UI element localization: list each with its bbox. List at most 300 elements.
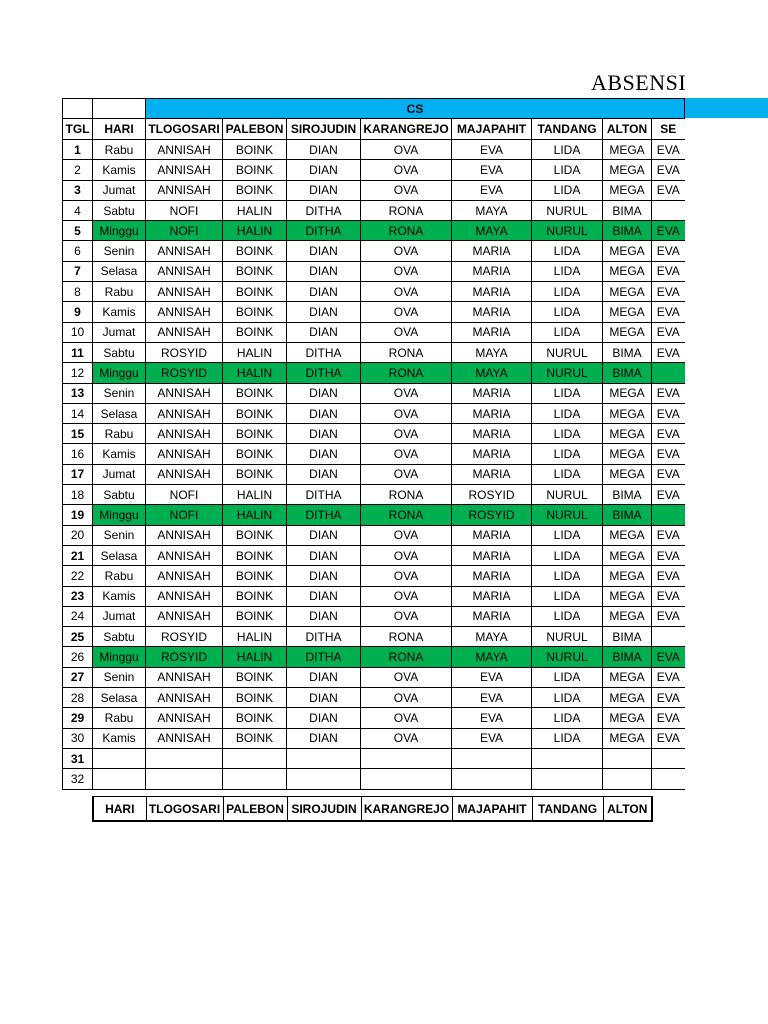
staff-cell[interactable]: RONA <box>361 221 452 241</box>
staff-cell[interactable]: BOINK <box>223 160 287 180</box>
staff-cell[interactable]: DIAN <box>287 464 361 484</box>
column-header[interactable]: TANDANG <box>532 119 603 140</box>
date-cell[interactable]: 10 <box>63 322 93 342</box>
staff-cell[interactable]: ROSYID <box>146 342 223 362</box>
staff-cell[interactable]: MEGA <box>603 160 652 180</box>
staff-cell[interactable]: EVA <box>652 160 685 180</box>
staff-cell[interactable]: BOINK <box>223 545 287 565</box>
staff-cell[interactable]: DIAN <box>287 708 361 728</box>
day-cell[interactable]: Sabtu <box>93 485 146 505</box>
staff-cell[interactable]: BOINK <box>223 708 287 728</box>
staff-cell[interactable]: NOFI <box>146 485 223 505</box>
staff-cell[interactable]: LIDA <box>532 688 603 708</box>
staff-cell[interactable]: EVA <box>652 444 685 464</box>
staff-cell[interactable]: ANNISAH <box>146 160 223 180</box>
staff-cell[interactable]: NOFI <box>146 221 223 241</box>
staff-cell[interactable]: NURUL <box>532 485 603 505</box>
staff-cell[interactable]: MEGA <box>603 140 652 160</box>
staff-cell[interactable]: MARIA <box>452 322 532 342</box>
staff-cell[interactable]: BOINK <box>223 383 287 403</box>
staff-cell[interactable]: DIAN <box>287 140 361 160</box>
day-cell[interactable]: Minggu <box>93 221 146 241</box>
staff-cell[interactable]: BOINK <box>223 322 287 342</box>
staff-cell[interactable] <box>532 769 603 789</box>
footer-column-header[interactable]: PALEBON <box>223 797 287 822</box>
staff-cell[interactable]: EVA <box>652 688 685 708</box>
staff-cell[interactable] <box>452 769 532 789</box>
staff-cell[interactable]: MAYA <box>452 200 532 220</box>
staff-cell[interactable]: MEGA <box>603 464 652 484</box>
staff-cell[interactable]: ANNISAH <box>146 261 223 281</box>
staff-cell[interactable]: OVA <box>361 282 452 302</box>
staff-cell[interactable]: BOINK <box>223 261 287 281</box>
staff-cell[interactable]: EVA <box>652 667 685 687</box>
staff-cell[interactable]: DIAN <box>287 688 361 708</box>
staff-cell[interactable]: LIDA <box>532 140 603 160</box>
staff-cell[interactable]: MAYA <box>452 627 532 647</box>
staff-cell[interactable]: MEGA <box>603 322 652 342</box>
day-cell[interactable]: Minggu <box>93 647 146 667</box>
staff-cell[interactable]: RONA <box>361 627 452 647</box>
staff-cell[interactable]: OVA <box>361 302 452 322</box>
date-cell[interactable]: 28 <box>63 688 93 708</box>
day-cell[interactable]: Selasa <box>93 261 146 281</box>
staff-cell[interactable]: NURUL <box>532 627 603 647</box>
staff-cell[interactable]: OVA <box>361 241 452 261</box>
date-cell[interactable]: 14 <box>63 403 93 423</box>
staff-cell[interactable]: ANNISAH <box>146 728 223 748</box>
staff-cell[interactable]: OVA <box>361 160 452 180</box>
staff-cell[interactable]: EVA <box>652 302 685 322</box>
column-header[interactable]: TGL <box>63 119 93 140</box>
staff-cell[interactable]: LIDA <box>532 424 603 444</box>
staff-cell[interactable]: EVA <box>652 566 685 586</box>
staff-cell[interactable]: OVA <box>361 322 452 342</box>
staff-cell[interactable]: EVA <box>452 667 532 687</box>
staff-cell[interactable]: LIDA <box>532 282 603 302</box>
staff-cell[interactable]: DIAN <box>287 322 361 342</box>
staff-cell[interactable]: OVA <box>361 688 452 708</box>
staff-cell[interactable]: MARIA <box>452 586 532 606</box>
date-cell[interactable]: 8 <box>63 282 93 302</box>
staff-cell[interactable]: EVA <box>652 464 685 484</box>
staff-cell[interactable]: BOINK <box>223 302 287 322</box>
staff-cell[interactable]: OVA <box>361 140 452 160</box>
staff-cell[interactable]: DITHA <box>287 363 361 383</box>
date-cell[interactable]: 3 <box>63 180 93 200</box>
staff-cell[interactable] <box>287 769 361 789</box>
footer-column-header[interactable]: MAJAPAHIT <box>452 797 532 822</box>
staff-cell[interactable]: ANNISAH <box>146 424 223 444</box>
staff-cell[interactable]: DIAN <box>287 606 361 626</box>
staff-cell[interactable]: EVA <box>652 525 685 545</box>
staff-cell[interactable]: DIAN <box>287 667 361 687</box>
day-cell[interactable]: Rabu <box>93 140 146 160</box>
staff-cell[interactable]: MARIA <box>452 464 532 484</box>
staff-cell[interactable]: MAYA <box>452 647 532 667</box>
staff-cell[interactable]: HALIN <box>223 221 287 241</box>
staff-cell[interactable]: DIAN <box>287 302 361 322</box>
staff-cell[interactable]: DIAN <box>287 444 361 464</box>
staff-cell[interactable]: MARIA <box>452 241 532 261</box>
date-cell[interactable]: 21 <box>63 545 93 565</box>
staff-cell[interactable]: HALIN <box>223 647 287 667</box>
staff-cell[interactable]: LIDA <box>532 464 603 484</box>
staff-cell[interactable]: DITHA <box>287 627 361 647</box>
column-header[interactable]: PALEBON <box>223 119 287 140</box>
staff-cell[interactable]: BOINK <box>223 586 287 606</box>
staff-cell[interactable] <box>532 748 603 768</box>
staff-cell[interactable]: MAYA <box>452 342 532 362</box>
staff-cell[interactable]: DIAN <box>287 282 361 302</box>
staff-cell[interactable]: MARIA <box>452 383 532 403</box>
staff-cell[interactable]: RONA <box>361 363 452 383</box>
day-cell[interactable]: Kamis <box>93 160 146 180</box>
staff-cell[interactable]: LIDA <box>532 667 603 687</box>
staff-cell[interactable]: LIDA <box>532 302 603 322</box>
staff-cell[interactable]: EVA <box>652 728 685 748</box>
footer-column-header[interactable]: KARANGREJO <box>361 797 452 822</box>
column-header[interactable]: MAJAPAHIT <box>452 119 532 140</box>
staff-cell[interactable] <box>452 748 532 768</box>
staff-cell[interactable]: EVA <box>652 545 685 565</box>
day-cell[interactable]: Minggu <box>93 363 146 383</box>
staff-cell[interactable]: BOINK <box>223 140 287 160</box>
staff-cell[interactable]: EVA <box>452 140 532 160</box>
staff-cell[interactable] <box>652 769 685 789</box>
staff-cell[interactable]: MEGA <box>603 282 652 302</box>
day-cell[interactable]: Kamis <box>93 728 146 748</box>
staff-cell[interactable]: LIDA <box>532 606 603 626</box>
staff-cell[interactable]: MARIA <box>452 302 532 322</box>
staff-cell[interactable]: RONA <box>361 647 452 667</box>
staff-cell[interactable] <box>652 505 685 525</box>
staff-cell[interactable]: ANNISAH <box>146 180 223 200</box>
staff-cell[interactable]: ROSYID <box>452 505 532 525</box>
staff-cell[interactable]: BIMA <box>603 342 652 362</box>
staff-cell[interactable]: DIAN <box>287 261 361 281</box>
staff-cell[interactable]: MEGA <box>603 444 652 464</box>
staff-cell[interactable]: DIAN <box>287 241 361 261</box>
date-cell[interactable]: 19 <box>63 505 93 525</box>
staff-cell[interactable]: NURUL <box>532 221 603 241</box>
staff-cell[interactable]: ANNISAH <box>146 586 223 606</box>
staff-cell[interactable]: EVA <box>652 322 685 342</box>
day-cell[interactable]: Jumat <box>93 322 146 342</box>
staff-cell[interactable]: BIMA <box>603 363 652 383</box>
staff-cell[interactable]: BIMA <box>603 627 652 647</box>
staff-cell[interactable]: BOINK <box>223 444 287 464</box>
staff-cell[interactable]: BIMA <box>603 221 652 241</box>
staff-cell[interactable]: MEGA <box>603 667 652 687</box>
staff-cell[interactable]: MEGA <box>603 708 652 728</box>
header-blank-cell[interactable] <box>63 99 93 119</box>
staff-cell[interactable]: BOINK <box>223 667 287 687</box>
staff-cell[interactable]: EVA <box>452 728 532 748</box>
day-cell[interactable]: Rabu <box>93 424 146 444</box>
staff-cell[interactable]: MARIA <box>452 444 532 464</box>
day-cell[interactable]: Senin <box>93 667 146 687</box>
staff-cell[interactable]: LIDA <box>532 525 603 545</box>
staff-cell[interactable]: EVA <box>652 261 685 281</box>
column-header[interactable]: ALTON <box>603 119 652 140</box>
staff-cell[interactable]: DIAN <box>287 586 361 606</box>
staff-cell[interactable]: OVA <box>361 545 452 565</box>
staff-cell[interactable]: DIAN <box>287 160 361 180</box>
day-cell[interactable]: Kamis <box>93 586 146 606</box>
staff-cell[interactable]: ANNISAH <box>146 140 223 160</box>
staff-cell[interactable]: OVA <box>361 586 452 606</box>
staff-cell[interactable]: MEGA <box>603 688 652 708</box>
staff-cell[interactable]: EVA <box>652 180 685 200</box>
footer-column-header[interactable]: SIROJUDIN <box>287 797 361 822</box>
staff-cell[interactable]: MEGA <box>603 566 652 586</box>
day-cell[interactable]: Selasa <box>93 545 146 565</box>
day-cell[interactable]: Jumat <box>93 180 146 200</box>
staff-cell[interactable]: EVA <box>452 180 532 200</box>
staff-cell[interactable]: RONA <box>361 200 452 220</box>
staff-cell[interactable]: MARIA <box>452 403 532 423</box>
staff-cell[interactable]: LIDA <box>532 708 603 728</box>
staff-cell[interactable]: MAYA <box>452 221 532 241</box>
staff-cell[interactable]: RONA <box>361 342 452 362</box>
staff-cell[interactable]: ANNISAH <box>146 525 223 545</box>
day-cell[interactable] <box>93 769 146 789</box>
date-cell[interactable]: 6 <box>63 241 93 261</box>
staff-cell[interactable]: HALIN <box>223 363 287 383</box>
staff-cell[interactable]: BIMA <box>603 200 652 220</box>
staff-cell[interactable]: OVA <box>361 261 452 281</box>
date-cell[interactable]: 22 <box>63 566 93 586</box>
staff-cell[interactable]: EVA <box>652 708 685 728</box>
staff-cell[interactable]: MARIA <box>452 282 532 302</box>
staff-cell[interactable]: EVA <box>452 688 532 708</box>
staff-cell[interactable]: LIDA <box>532 180 603 200</box>
staff-cell[interactable]: HALIN <box>223 485 287 505</box>
staff-cell[interactable]: ANNISAH <box>146 667 223 687</box>
staff-cell[interactable]: EVA <box>652 606 685 626</box>
staff-cell[interactable]: MEGA <box>603 424 652 444</box>
footer-column-header[interactable]: ALTON <box>603 797 652 822</box>
staff-cell[interactable]: NURUL <box>532 200 603 220</box>
staff-cell[interactable]: ANNISAH <box>146 606 223 626</box>
staff-cell[interactable]: MEGA <box>603 261 652 281</box>
day-cell[interactable]: Sabtu <box>93 627 146 647</box>
day-cell[interactable]: Sabtu <box>93 200 146 220</box>
date-cell[interactable]: 32 <box>63 769 93 789</box>
day-cell[interactable]: Selasa <box>93 688 146 708</box>
staff-cell[interactable]: MEGA <box>603 180 652 200</box>
date-cell[interactable]: 26 <box>63 647 93 667</box>
staff-cell[interactable]: DIAN <box>287 728 361 748</box>
date-cell[interactable]: 1 <box>63 140 93 160</box>
date-cell[interactable]: 30 <box>63 728 93 748</box>
date-cell[interactable]: 11 <box>63 342 93 362</box>
staff-cell[interactable]: OVA <box>361 667 452 687</box>
staff-cell[interactable] <box>361 769 452 789</box>
staff-cell[interactable]: RONA <box>361 505 452 525</box>
staff-cell[interactable]: NURUL <box>532 363 603 383</box>
staff-cell[interactable]: DITHA <box>287 647 361 667</box>
staff-cell[interactable]: ANNISAH <box>146 302 223 322</box>
column-header[interactable]: HARI <box>93 119 146 140</box>
header-blank-cell[interactable] <box>93 99 146 119</box>
staff-cell[interactable]: DITHA <box>287 200 361 220</box>
day-cell[interactable]: Rabu <box>93 566 146 586</box>
staff-cell[interactable]: EVA <box>652 485 685 505</box>
staff-cell[interactable]: BIMA <box>603 505 652 525</box>
staff-cell[interactable]: MARIA <box>452 606 532 626</box>
staff-cell[interactable]: ANNISAH <box>146 444 223 464</box>
staff-cell[interactable]: ANNISAH <box>146 403 223 423</box>
date-cell[interactable]: 18 <box>63 485 93 505</box>
date-cell[interactable]: 9 <box>63 302 93 322</box>
staff-cell[interactable]: MEGA <box>603 525 652 545</box>
date-cell[interactable]: 12 <box>63 363 93 383</box>
staff-cell[interactable]: EVA <box>652 282 685 302</box>
staff-cell[interactable]: EVA <box>652 342 685 362</box>
staff-cell[interactable]: EVA <box>652 403 685 423</box>
staff-cell[interactable]: NURUL <box>532 647 603 667</box>
staff-cell[interactable]: ROSYID <box>452 485 532 505</box>
staff-cell[interactable]: MARIA <box>452 545 532 565</box>
staff-cell[interactable]: BOINK <box>223 566 287 586</box>
staff-cell[interactable]: DIAN <box>287 383 361 403</box>
date-cell[interactable]: 23 <box>63 586 93 606</box>
date-cell[interactable]: 29 <box>63 708 93 728</box>
staff-cell[interactable]: OVA <box>361 424 452 444</box>
staff-cell[interactable]: EVA <box>452 708 532 728</box>
staff-cell[interactable]: DITHA <box>287 505 361 525</box>
column-header[interactable]: KARANGREJO <box>361 119 452 140</box>
staff-cell[interactable]: LIDA <box>532 586 603 606</box>
staff-cell[interactable]: MEGA <box>603 545 652 565</box>
day-cell[interactable]: Jumat <box>93 606 146 626</box>
staff-cell[interactable] <box>652 627 685 647</box>
staff-cell[interactable] <box>223 748 287 768</box>
staff-cell[interactable]: EVA <box>652 241 685 261</box>
staff-cell[interactable] <box>603 769 652 789</box>
staff-cell[interactable]: OVA <box>361 708 452 728</box>
staff-cell[interactable]: BOINK <box>223 688 287 708</box>
column-header[interactable]: SIROJUDIN <box>287 119 361 140</box>
staff-cell[interactable]: OVA <box>361 444 452 464</box>
staff-cell[interactable] <box>287 748 361 768</box>
staff-cell[interactable]: LIDA <box>532 444 603 464</box>
column-header[interactable]: SE <box>652 119 685 140</box>
staff-cell[interactable]: DITHA <box>287 221 361 241</box>
staff-cell[interactable]: MEGA <box>603 302 652 322</box>
staff-cell[interactable]: ANNISAH <box>146 322 223 342</box>
date-cell[interactable]: 20 <box>63 525 93 545</box>
day-cell[interactable]: Selasa <box>93 403 146 423</box>
staff-cell[interactable]: EVA <box>652 221 685 241</box>
staff-cell[interactable]: DIAN <box>287 403 361 423</box>
day-cell[interactable]: Senin <box>93 241 146 261</box>
staff-cell[interactable]: MARIA <box>452 566 532 586</box>
staff-cell[interactable] <box>361 748 452 768</box>
staff-cell[interactable]: BOINK <box>223 525 287 545</box>
staff-cell[interactable] <box>146 748 223 768</box>
staff-cell[interactable]: BOINK <box>223 424 287 444</box>
staff-cell[interactable]: ANNISAH <box>146 688 223 708</box>
staff-cell[interactable]: BOINK <box>223 282 287 302</box>
staff-cell[interactable]: MARIA <box>452 424 532 444</box>
staff-cell[interactable]: DIAN <box>287 545 361 565</box>
staff-cell[interactable]: BIMA <box>603 485 652 505</box>
staff-cell[interactable]: ANNISAH <box>146 708 223 728</box>
date-cell[interactable]: 7 <box>63 261 93 281</box>
day-cell[interactable]: Senin <box>93 525 146 545</box>
staff-cell[interactable]: HALIN <box>223 342 287 362</box>
staff-cell[interactable]: ANNISAH <box>146 545 223 565</box>
staff-cell[interactable]: EVA <box>652 586 685 606</box>
staff-cell[interactable]: LIDA <box>532 383 603 403</box>
date-cell[interactable]: 31 <box>63 748 93 768</box>
staff-cell[interactable]: NURUL <box>532 342 603 362</box>
staff-cell[interactable]: EVA <box>652 424 685 444</box>
date-cell[interactable]: 17 <box>63 464 93 484</box>
footer-column-header[interactable]: HARI <box>93 797 146 822</box>
staff-cell[interactable]: ROSYID <box>146 647 223 667</box>
staff-cell[interactable]: BIMA <box>603 647 652 667</box>
staff-cell[interactable] <box>603 748 652 768</box>
staff-cell[interactable]: ANNISAH <box>146 464 223 484</box>
staff-cell[interactable]: LIDA <box>532 261 603 281</box>
staff-cell[interactable]: BOINK <box>223 606 287 626</box>
day-cell[interactable]: Rabu <box>93 708 146 728</box>
staff-cell[interactable]: OVA <box>361 464 452 484</box>
staff-cell[interactable]: DIAN <box>287 525 361 545</box>
staff-cell[interactable]: LIDA <box>532 545 603 565</box>
column-header[interactable]: TLOGOSARI <box>146 119 223 140</box>
date-cell[interactable]: 15 <box>63 424 93 444</box>
staff-cell[interactable]: EVA <box>652 647 685 667</box>
day-cell[interactable]: Kamis <box>93 444 146 464</box>
staff-cell[interactable] <box>652 748 685 768</box>
date-cell[interactable]: 24 <box>63 606 93 626</box>
staff-cell[interactable]: BOINK <box>223 403 287 423</box>
staff-cell[interactable]: LIDA <box>532 566 603 586</box>
staff-cell[interactable]: EVA <box>452 160 532 180</box>
staff-cell[interactable] <box>146 769 223 789</box>
staff-cell[interactable]: ROSYID <box>146 363 223 383</box>
date-cell[interactable]: 16 <box>63 444 93 464</box>
staff-cell[interactable]: OVA <box>361 180 452 200</box>
staff-cell[interactable]: LIDA <box>532 322 603 342</box>
date-cell[interactable]: 13 <box>63 383 93 403</box>
staff-cell[interactable]: MEGA <box>603 241 652 261</box>
staff-cell[interactable]: EVA <box>652 140 685 160</box>
staff-cell[interactable]: MARIA <box>452 525 532 545</box>
staff-cell[interactable]: EVA <box>652 383 685 403</box>
staff-cell[interactable]: DITHA <box>287 485 361 505</box>
staff-cell[interactable] <box>652 363 685 383</box>
cs-group-header[interactable]: CS <box>146 99 685 119</box>
date-cell[interactable]: 4 <box>63 200 93 220</box>
day-cell[interactable]: Rabu <box>93 282 146 302</box>
staff-cell[interactable]: HALIN <box>223 627 287 647</box>
staff-cell[interactable]: HALIN <box>223 505 287 525</box>
date-cell[interactable]: 2 <box>63 160 93 180</box>
footer-column-header[interactable]: TANDANG <box>532 797 603 822</box>
day-cell[interactable] <box>93 748 146 768</box>
staff-cell[interactable]: LIDA <box>532 728 603 748</box>
staff-cell[interactable]: MEGA <box>603 728 652 748</box>
staff-cell[interactable]: MEGA <box>603 403 652 423</box>
staff-cell[interactable]: DIAN <box>287 424 361 444</box>
staff-cell[interactable]: NURUL <box>532 505 603 525</box>
